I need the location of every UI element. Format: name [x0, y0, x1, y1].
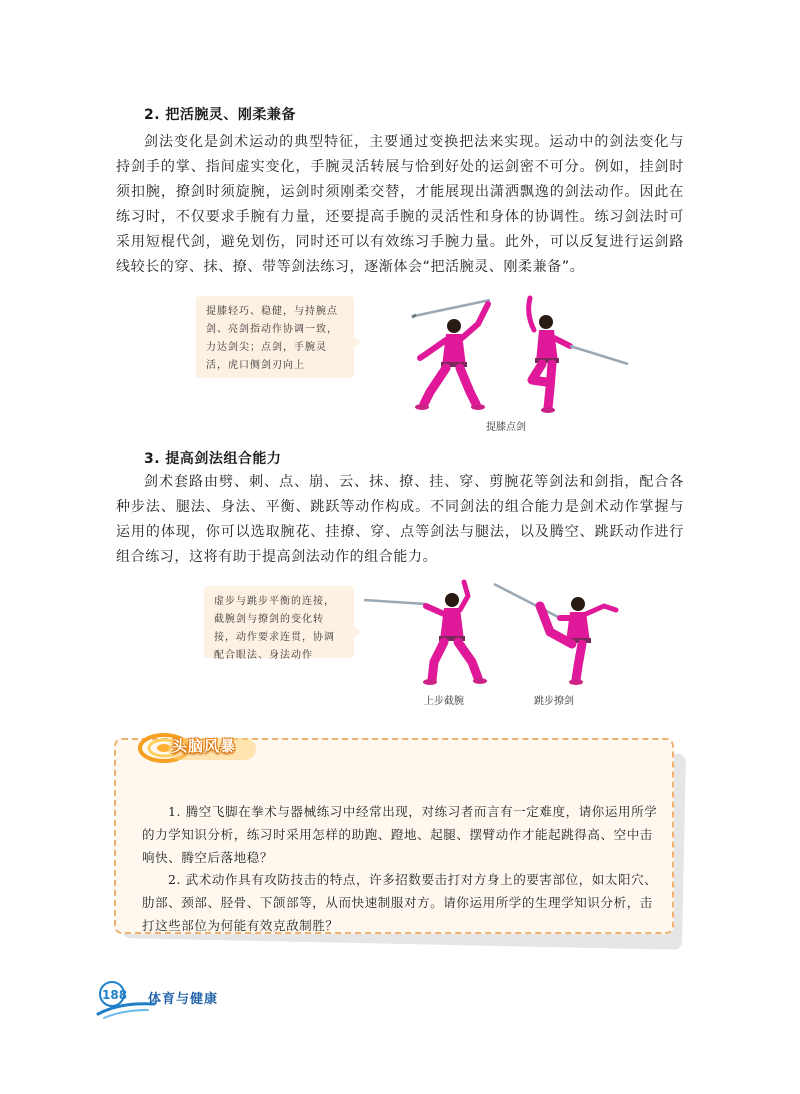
brainstorm-title: 头脑风暴 — [172, 737, 237, 755]
section-2-paragraph — [116, 130, 684, 280]
page-number: 188 — [102, 988, 128, 1002]
figure-2-caption-right: 跳步撩剑 — [534, 696, 574, 707]
figure-2-note: 虚步与跳步平衡的连接，截腕剑与撩剑的变化转接，动作要求连贯，协调配合眼法、身法动作 — [204, 586, 354, 658]
figure-1-person-left — [412, 300, 490, 410]
figure-1-caption: 提膝点剑 — [486, 422, 526, 433]
section-3-text: 剑术套路由劈、刺、点、崩、云、抹、撩、挂、穿、剪腕花等剑法和剑指，配合各种步法、腿法、身法、平衡、跳跃等动作构成。不同剑法的组合能力是剑术动作掌握与运用的体现，你可以选取腕花、挂撩、穿、点等剑法与腿法，以及腾空、跳跃动作进行组合练习，这将有助于提高剑法动作的组合能力。 — [116, 474, 684, 565]
figure-2-person-right — [494, 584, 616, 685]
brainstorm-question-2 — [142, 868, 662, 937]
brainstorm-q2-text: 2. 武术动作具有攻防技击的特点，许多招数要击打对方身上的要害部位，如太阳穴、肋部、颈部、胫骨、下颌部等，从而快速制服对方。请你运用所学的生理学知识分析，击打这些部位为何能有效克敌制胜？ — [142, 872, 658, 933]
figure-2-person-left — [364, 582, 487, 685]
section-2-heading: 2. 把活腕灵、刚柔兼备 — [144, 107, 296, 123]
section-3-paragraph — [116, 470, 684, 570]
figure-2-caption-left: 上步截腕 — [424, 696, 464, 707]
section-3-heading: 3. 提高剑法组合能力 — [144, 451, 282, 467]
figure-1-illustration — [396, 284, 644, 416]
figure-2-illustration — [364, 576, 634, 688]
section-2-text: 剑法变化是剑术运动的典型特征，主要通过变换把法来实现。运动中的剑法变化与持剑手的掌、指间虚实变化，手腕灵活转展与恰到好处的运剑密不可分。例如，挂剑时须扣腕，撩剑时须旋腕，运剑时须刚柔交替，才能展现出潇洒飘逸的剑法动作。因此在练习时，不仅要求手腕有力量，还要提高手腕的灵活性和身体的协调性。练习剑法时可采用短棍代剑，避免划伤，同时还可以有效练习手腕力量。此外，可以反复进行运剑路线较长的穿、抹、撩、带等剑法练习，逐渐体会“把活腕灵、刚柔兼备”。 — [116, 134, 684, 275]
figure-1-note: 提膝轻巧、稳健，与持腕点剑、亮剑指动作协调一致，力达剑尖；点剑，手腕灵活，虎口侧剑刃向上 — [196, 296, 354, 378]
figure-1-person-right — [529, 298, 628, 413]
brainstorm-q1-text: 1. 腾空飞脚在拳术与器械练习中经常出现，对练习者而言有一定难度，请你运用所学的力学知识分析，练习时采用怎样的助跑、蹬地、起腿、摆臂动作才能起跳得高、空中击响快、腾空后落地稳？ — [142, 804, 658, 865]
brainstorm-question-1 — [142, 800, 662, 869]
footer-book-title: 体育与健康 — [148, 992, 219, 1007]
